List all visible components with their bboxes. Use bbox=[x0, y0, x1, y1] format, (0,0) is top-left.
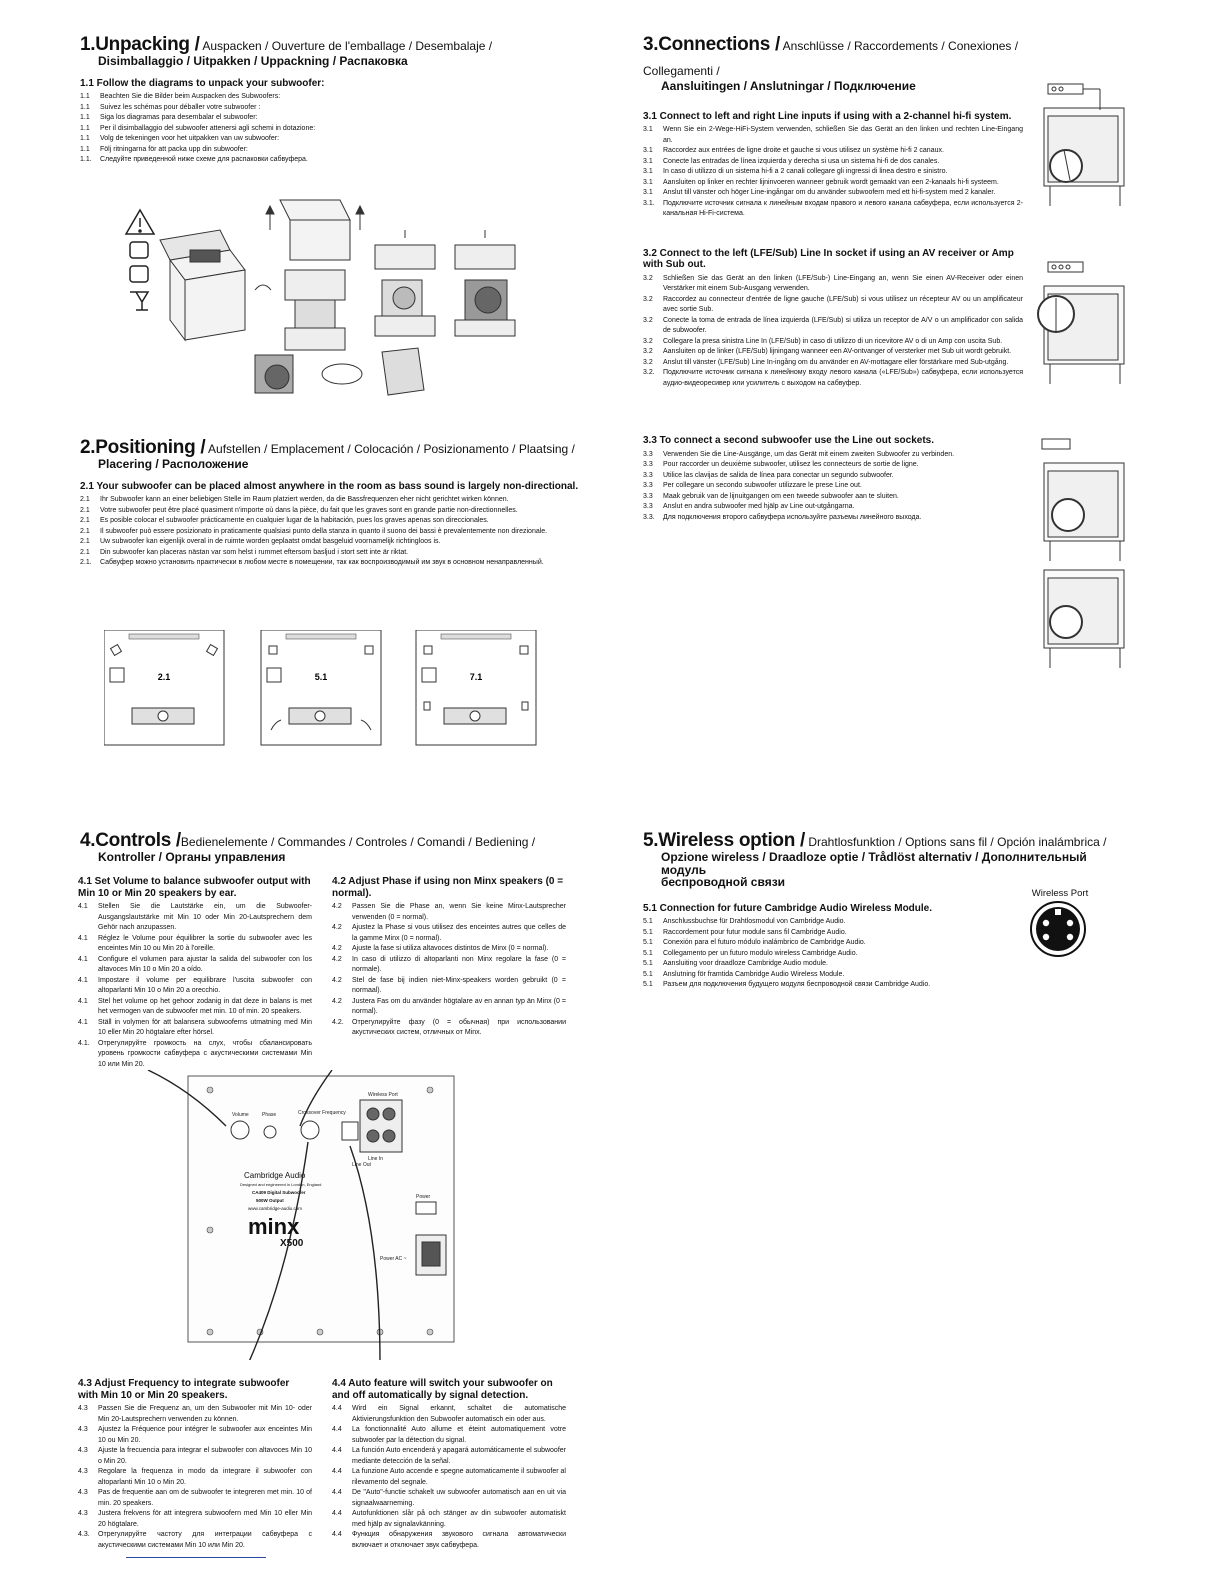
translation-line bbox=[643, 368, 1023, 389]
line-text: Configure el volumen para ajustar la salida del subwoofer con los altavoces Min 10 o Min 20 a oído. bbox=[98, 955, 312, 973]
line-text: Pas de frequentie aan om de subwoofer te integreren met min. 10 of min. 20 speakers. bbox=[98, 1489, 312, 1507]
line-number: 4.4 bbox=[332, 1489, 342, 1496]
line-number: 4.1 bbox=[78, 976, 88, 984]
package-contents bbox=[255, 348, 424, 395]
line-number: 4.4 bbox=[332, 1447, 342, 1454]
section-5-title: 5.Wireless option / Drahtlosfunktion / Options sans fil / Opción inalámbrica / Opzione wireless / Draadloze optie / Trådlöst alternativ / Дополнительный модуль беспроводной связи bbox=[643, 830, 1107, 890]
translation-line bbox=[80, 548, 580, 559]
line-text: Anslut till vänster och höger Line-ingångar om du använder subwoofern med ett hi-fi-system med 2 kanaler. bbox=[663, 189, 996, 197]
translation-line bbox=[78, 1018, 312, 1039]
line-text: Verwenden Sie die Line-Ausgänge, um das Gerät mit einem zweiten Subwoofer zu verbinden. bbox=[663, 450, 955, 458]
line-text: Collegare la presa sinistra Line In (LFE/Sub) in caso di utilizzo di un ricevitore AV o di un Amp con uscita Sub. bbox=[663, 337, 1003, 345]
line-number: 2.1 bbox=[80, 548, 90, 556]
translation-line bbox=[78, 934, 312, 955]
line-number: 3.3 bbox=[643, 482, 653, 490]
line-text: Regolare la frequenza in modo da integrare il subwoofer con altoparlanti Min 10 o Min 20. bbox=[98, 1468, 312, 1486]
line-text: Подключите источник сигнала к линейным входам правого и левого канала сабвуфера, если используется 2-канальная Hi-Fi-система. bbox=[663, 199, 1023, 218]
line-text: Для подключения второго сабвуфера используйте разъемы линейного выхода. bbox=[663, 513, 922, 521]
subheading-3-1: 3.1 Connect to left and right Line inputs if using with a 2-channel hi-fi system. bbox=[643, 110, 1012, 122]
translation-line bbox=[78, 1425, 312, 1446]
line-text: Pour raccorder un deuxième subwoofer, utilisez les connecteurs de sortie de ligne. bbox=[663, 461, 919, 469]
line-text: Autofunktionen slår på och stänger av din subwoofer automatiskt med hjälp av signalavkänning. bbox=[352, 1510, 566, 1528]
translation-line bbox=[78, 955, 312, 976]
line-text: Uw subwoofer kan eigenlijk overal in de ruimte worden geplaatst omdat basgeluid voornamelijk richtingloos is. bbox=[100, 538, 441, 546]
translation-line bbox=[332, 1509, 566, 1530]
line-text: Passen Sie die Frequenz an, um den Subwoofer mit Min 10- oder Min 20-Lautsprechern verwenden zu können. bbox=[98, 1405, 312, 1423]
translation-list bbox=[78, 902, 312, 1070]
translation-line bbox=[78, 1488, 312, 1509]
line-text: De "Auto"-functie schakelt uw subwoofer automatisch aan en uit via signaalwaarneming. bbox=[352, 1489, 566, 1507]
line-text: Anslut en andra subwoofer med hjälp av Line out-utgångarna. bbox=[663, 503, 855, 511]
line-text: La función Auto encenderá y apagará automáticamente el subwoofer mediante detección de la señal. bbox=[352, 1447, 566, 1465]
translation-line bbox=[78, 1404, 312, 1425]
translation-line bbox=[332, 955, 566, 976]
line-number: 4.1 bbox=[78, 1018, 88, 1026]
line-number: 5.1 bbox=[643, 970, 653, 978]
section-positioning bbox=[80, 433, 580, 569]
line-text: Stel de fase bij indien niet-Minx-speakers worden gebruikt (0 = normaal). bbox=[352, 976, 566, 994]
line-number: 5.1 bbox=[643, 949, 653, 957]
room-layout-7-1 bbox=[416, 630, 536, 745]
model-label: X500 bbox=[280, 1238, 304, 1249]
translation-line bbox=[80, 516, 580, 527]
line-text: Il subwoofer può essere posizionato in praticamente qualsiasi punto della stanza in quanto il suono dei bassi è prevalentemente non direzionale. bbox=[100, 527, 548, 535]
translation-line bbox=[78, 1446, 312, 1467]
translation-list bbox=[332, 1404, 566, 1551]
translation-line bbox=[332, 1404, 566, 1425]
controls-4-3 bbox=[78, 1372, 312, 1551]
line-number: 3.2 bbox=[643, 358, 653, 366]
room-layout-2-1 bbox=[104, 630, 224, 745]
line-text: Raccordement pour futur module sans fil Cambridge Audio. bbox=[663, 928, 847, 936]
line-in-label: Line In bbox=[368, 1156, 384, 1162]
line-number: 4.1. bbox=[78, 1039, 90, 1047]
line-number: 2.1 bbox=[80, 538, 90, 546]
layout-label: 5.1 bbox=[314, 672, 328, 682]
line-text: Conecte las entradas de línea izquierda y derecha si usa un sistema hi-fi de dos canales. bbox=[663, 157, 940, 165]
line-text: Conexión para el futuro módulo inalámbrico de Cambridge Audio. bbox=[663, 939, 866, 947]
line-number: 1.1 bbox=[80, 135, 90, 143]
section-1-title: 1.Unpacking / Auspacken / Ouverture de l'emballage / Desembalaje / Disimballaggio / Uitpakken / Uppackning / Распаковка bbox=[80, 34, 493, 69]
translation-line bbox=[643, 167, 1023, 178]
line-text: Aansluiten op linker en rechter lijninvoeren wanneer gebruik wordt gemaakt van een 2-kanaals hi-fi systeem. bbox=[663, 178, 999, 186]
line-text: Aansluiting voor draadloze Cambridge Audio module. bbox=[663, 960, 828, 968]
translation-line bbox=[332, 997, 566, 1018]
line-number: 2.1 bbox=[80, 517, 90, 525]
line-number: 5.1 bbox=[643, 928, 653, 936]
line-text: Es posible colocar el subwoofer prácticamente en cualquier lugar de la habitación, pues los graves apenas son direccionales. bbox=[100, 517, 489, 525]
line-number: 4.2 bbox=[332, 997, 342, 1005]
line-number: 4.3 bbox=[78, 1489, 88, 1496]
line-text: Volg de tekeningen voor het uitpakken van uw subwoofer: bbox=[100, 135, 280, 143]
line-text: Votre subwoofer peut être placé quasiment n'importe où dans la pièce, du fait que les graves sont en grande partie non-directionnelles. bbox=[100, 506, 518, 514]
translation-line bbox=[78, 1467, 312, 1488]
translation-line bbox=[78, 976, 312, 997]
translation-line bbox=[80, 537, 580, 548]
line-number: 1.1 bbox=[80, 145, 90, 153]
controls-4-1 bbox=[78, 870, 312, 1070]
translation-line bbox=[80, 145, 600, 156]
translation-line bbox=[332, 1018, 566, 1039]
line-number: 3.1 bbox=[643, 147, 653, 155]
line-number: 4.2 bbox=[332, 955, 342, 963]
translation-line bbox=[78, 902, 312, 934]
translation-list bbox=[78, 1404, 312, 1551]
translation-line bbox=[643, 450, 1023, 461]
line-text: Collegamento per un futuro modulo wireless Cambridge Audio. bbox=[663, 949, 858, 957]
line-text: Utilice las clavijas de salida de línea para conectar un segundo subwoofer. bbox=[663, 471, 894, 479]
translation-line bbox=[332, 902, 566, 923]
line-text: Ajuste la fase si utiliza altavoces distintos de Minx (0 = normal). bbox=[352, 945, 549, 952]
open-box bbox=[160, 230, 245, 340]
translation-line bbox=[332, 944, 566, 955]
subwoofer-rear-1 bbox=[1044, 84, 1124, 206]
line-number: 2.1 bbox=[80, 496, 90, 504]
translation-line bbox=[643, 337, 1023, 348]
line-text: Anslutning för framtida Cambridge Audio Wireless Module. bbox=[663, 970, 845, 978]
brand-label: Cambridge Audio bbox=[244, 1171, 306, 1180]
line-text: Anschlussbuchse für Drahtlosmodul von Cambridge Audio. bbox=[663, 918, 846, 926]
line-number: 1.1 bbox=[80, 93, 90, 101]
translation-line bbox=[643, 492, 1023, 503]
line-text: Maak gebruik van de lijnuitgangen om een tweede subwoofer aan te sluiten. bbox=[663, 492, 899, 500]
line-text: Passen Sie die Phase an, wenn Sie keine Minx-Lautsprecher verwenden (0 = normal). bbox=[352, 903, 566, 921]
translation-line bbox=[643, 146, 1023, 157]
translation-line bbox=[80, 495, 580, 506]
line-text: Réglez le Volume pour équilibrer la sortie du subwoofer avec les enceintes Min 10 ou Min 20 à l'oreille. bbox=[98, 934, 312, 952]
line-number: 3.2. bbox=[643, 369, 655, 377]
line-number: 4.3 bbox=[78, 1426, 88, 1433]
line-number: 5.1 bbox=[643, 918, 653, 926]
line-number: 3.3 bbox=[643, 461, 653, 469]
line-number: 4.3 bbox=[78, 1447, 88, 1454]
translation-line bbox=[332, 1530, 566, 1551]
translation-line bbox=[80, 92, 600, 103]
line-text: In caso di utilizzo di un sistema hi-fi a 2 canali collegare gli ingressi di linea destro e sinistro. bbox=[663, 168, 948, 176]
subwoofer-rear-2 bbox=[1038, 262, 1124, 384]
line-text: La fonctionnalité Auto allume et éteint automatiquement votre subwoofer par la détection du signal. bbox=[352, 1426, 566, 1444]
line-number: 4.2 bbox=[332, 924, 342, 931]
line-number: 4.4 bbox=[332, 1510, 342, 1517]
line-text: In caso di utilizzo di altoparlanti non Minx regolare la fase (0 = normale). bbox=[352, 955, 566, 973]
translation-line bbox=[78, 1530, 312, 1551]
translation-line bbox=[643, 513, 1023, 524]
translation-line bbox=[80, 113, 600, 124]
line-text: Следуйте приведенной ниже схеме для распаковки сабвуфера. bbox=[100, 156, 308, 164]
line-number: 5.1 bbox=[643, 981, 653, 989]
wireless-port-figure bbox=[1028, 888, 1092, 959]
controls-4-4 bbox=[332, 1372, 566, 1551]
translation-list bbox=[643, 125, 1023, 220]
power-ac-label: Power AC ~ bbox=[380, 1256, 407, 1262]
subheading-4-3: 4.3 Adjust Frequency to integrate subwoofer with Min 10 or Min 20 speakers. bbox=[78, 1378, 290, 1401]
translation-line bbox=[80, 134, 600, 145]
line-text: Отрегулируйте фазу (0 = обычная) при использовании акустических систем, отличных от Minx. bbox=[352, 1018, 566, 1036]
phase-switch bbox=[264, 1126, 276, 1138]
translation-line bbox=[643, 188, 1023, 199]
line-number: 4.4 bbox=[332, 1405, 342, 1412]
line-number: 4.3 bbox=[78, 1510, 88, 1517]
translation-line bbox=[332, 1425, 566, 1446]
line-number: 3.1 bbox=[643, 168, 653, 176]
power-label: Power bbox=[416, 1194, 431, 1200]
line-text: Impostare il volume per equilibrare l'uscita subwoofer con altoparlanti Min 10 o Min 20 a orecchio. bbox=[98, 976, 312, 994]
line-number: 4.3. bbox=[78, 1531, 90, 1538]
line-text: Justera frekvens för att integrera subwoofern med Min 10 eller Min 20 högtalare. bbox=[98, 1510, 312, 1528]
subheading-4-1: 4.1 Set Volume to balance subwoofer output with Min 10 or Min 20 speakers by ear. bbox=[78, 876, 311, 899]
line-text: Raccordez au connecteur d'entrée de ligne gauche (LFE/Sub) si vous utilisez un récepteur AV ou un amplificateur avec sortie Sub. bbox=[663, 295, 1023, 314]
line-text: Per il disimballaggio del subwoofer attenersi agli schemi in dotazione: bbox=[100, 124, 316, 132]
room-layouts bbox=[104, 630, 564, 750]
line-text: Aansluiten op de linker (LFE/Sub) lijningang wanneer een AV-ontvanger of versterker met Sub uit wordt gebruikt. bbox=[663, 348, 1012, 356]
translation-line bbox=[643, 274, 1023, 295]
line-number: 5.1 bbox=[643, 939, 653, 947]
translation-line bbox=[643, 125, 1023, 146]
subheading-5-1: 5.1 Connection for future Cambridge Audio Wireless Module. bbox=[643, 902, 933, 914]
line-number: 1.1 bbox=[80, 114, 90, 122]
unpacking-diagram bbox=[120, 190, 560, 400]
translation-line bbox=[643, 316, 1023, 337]
line-text: Anslut till vänster (LFE/Sub) Line In-ingång om du använder en AV-mottagare eller förstärkare med Sub-utgång. bbox=[663, 358, 1009, 366]
translation-line bbox=[332, 1446, 566, 1467]
line-number: 1.1 bbox=[80, 124, 90, 132]
volume-label: Volume bbox=[232, 1112, 249, 1118]
tagline: Designed and engineered in London, England bbox=[240, 1182, 322, 1187]
footer-rule bbox=[126, 1557, 266, 1558]
auto-switch bbox=[342, 1122, 358, 1140]
translation-list bbox=[643, 274, 1023, 390]
line-number: 3.3 bbox=[643, 471, 653, 479]
lift-icon bbox=[130, 266, 148, 282]
section-controls bbox=[80, 826, 580, 864]
line-out-label: Line Out bbox=[352, 1162, 371, 1168]
translation-line bbox=[78, 1039, 312, 1071]
translation-line bbox=[80, 506, 580, 517]
line-number: 1.1 bbox=[80, 103, 90, 111]
line-number: 3.2 bbox=[643, 337, 653, 345]
line-number: 2.1. bbox=[80, 559, 92, 567]
translation-line bbox=[643, 471, 1023, 482]
line-text: Suivez les schémas pour déballer votre subwoofer : bbox=[100, 103, 261, 111]
line-text: Функция обнаружения звукового сигнала автоматически включает и отключает звук сабвуфера. bbox=[352, 1531, 566, 1549]
line-text: Wenn Sie ein 2-Wege-HiFi-System verwenden, schließen Sie das Gerät an den linken und rechten Line-Eingang an. bbox=[663, 126, 1023, 144]
translation-list bbox=[643, 450, 1023, 524]
layout-label: 2.1 bbox=[157, 672, 171, 682]
wireless-port-caption: Wireless Port bbox=[1031, 888, 1089, 899]
section-connections bbox=[643, 30, 1023, 523]
subwoofer-rear-4 bbox=[1044, 570, 1124, 668]
layout-label: 7.1 bbox=[469, 672, 483, 682]
subwoofer-rear-3 bbox=[1042, 439, 1124, 561]
translation-line bbox=[80, 124, 600, 135]
line-number: 3.2 bbox=[643, 274, 653, 282]
line-number: 3.1. bbox=[643, 199, 655, 207]
line-text: Beachten Sie die Bilder beim Auspacken des Subwoofers: bbox=[100, 93, 281, 101]
line-text: Conecte la toma de entrada de línea izquierda (LFE/Sub) si utiliza un receptor de A/V o un amplificador con salida de subwoofer. bbox=[663, 316, 1023, 335]
section-unpacking bbox=[80, 30, 600, 166]
line-text: Din subwoofer kan placeras nästan var som helst i rummet eftersom basljud i stort sett inte är riktat. bbox=[100, 548, 409, 556]
line-number: 4.2. bbox=[332, 1018, 344, 1026]
translation-line bbox=[643, 199, 1023, 220]
translation-line bbox=[643, 358, 1023, 369]
translation-line bbox=[643, 460, 1023, 471]
line-number: 3.3. bbox=[643, 513, 655, 521]
weight-icon bbox=[130, 242, 148, 258]
translation-line bbox=[643, 502, 1023, 513]
line-number: 4.4 bbox=[332, 1468, 342, 1475]
line-text: Ställ in volymen för att balansera subwooferns utmatning med Min 10 eller Min 20 högtalare efter hörsel. bbox=[98, 1018, 312, 1036]
model-line: CA409 Digital Subwoofer bbox=[252, 1190, 306, 1195]
line-text: Ajustez la Fréquence pour intégrer le subwoofer aux enceintes Min 10 ou Min 20. bbox=[98, 1426, 312, 1444]
line-text: Stel het volume op het gehoor zodanig in dat deze in balans is met het vermogen van de subwoofer met min. 10 of min. 20 speakers. bbox=[98, 997, 312, 1015]
line-text: Ajustez la Phase si vous utilisez des enceintes autres que celles de la gamme Minx (0 = normal). bbox=[352, 924, 566, 942]
translation-line bbox=[80, 558, 580, 569]
line-number: 3.2 bbox=[643, 295, 653, 303]
line-text: Сабвуфер можно установить практически в любом месте в помещении, так как воспроизводимый им звук в основном ненаправленный. bbox=[100, 559, 544, 567]
translation-line bbox=[643, 347, 1023, 358]
section-2-title: 2.Positioning / Aufstellen / Emplacement / Colocación / Posizionamento / Plaatsing / Placering / Расположение bbox=[80, 437, 575, 472]
line-number: 4.1 bbox=[78, 955, 88, 963]
line-number: 3.3 bbox=[643, 450, 653, 458]
volume-knob bbox=[231, 1121, 249, 1139]
line-number: 3.3 bbox=[643, 492, 653, 500]
subheading-4-4: 4.4 Auto feature will switch your subwoofer on and off automatically by signal detection. bbox=[332, 1378, 553, 1401]
line-text: Stellen Sie die Lautstärke ein, um die Subwoofer-Ausgangslautstärke mit Min 10 oder Min 20-Lautsprechern dem Gehör nach anzupassen. bbox=[98, 903, 312, 931]
line-text: Разъем для подключения будущего модуля беспроводной связи Cambridge Audio. bbox=[663, 981, 931, 989]
line-number: 4.2 bbox=[332, 945, 342, 952]
output-label: 500W Output bbox=[256, 1198, 284, 1203]
subheading-2-1: 2.1 Your subwoofer can be placed almost anywhere in the room as bass sound is largely non-directional. bbox=[80, 480, 579, 492]
section-4-title: 4.Controls /Bedienelemente / Commandes / Controles / Comandi / Bediening / Kontroller / Органы управления bbox=[80, 830, 536, 865]
controls-4-2 bbox=[332, 870, 566, 1039]
line-number: 2.1 bbox=[80, 527, 90, 535]
translation-line bbox=[80, 103, 600, 114]
line-number: 2.1 bbox=[80, 506, 90, 514]
translation-line bbox=[643, 481, 1023, 492]
line-number: 5.1 bbox=[643, 960, 653, 968]
line-number: 3.1 bbox=[643, 126, 653, 134]
translation-line bbox=[80, 527, 580, 538]
url-label: www.cambridge-audio.com bbox=[248, 1206, 303, 1211]
frequency-knob bbox=[301, 1121, 319, 1139]
section-3-title: 3.Connections / Anschlüsse / Raccordements / Conexiones / Collegamenti / Aansluitingen / Anslutningar / Подключение bbox=[643, 34, 1019, 94]
line-number: 3.2 bbox=[643, 316, 653, 324]
subheading-4-2: 4.2 Adjust Phase if using non Minx speakers (0 = normal). bbox=[332, 876, 564, 899]
line-number: 4.3 bbox=[78, 1468, 88, 1475]
connection-diagrams bbox=[1030, 80, 1130, 680]
room-layout-5-1 bbox=[261, 630, 381, 745]
line-text: Siga los diagramas para desembalar el subwoofer: bbox=[100, 114, 258, 122]
glass-icon bbox=[130, 292, 148, 310]
line-number: 4.1 bbox=[78, 934, 88, 942]
line-number: 3.1 bbox=[643, 157, 653, 165]
line-text: Ihr Subwoofer kann an einer beliebigen Stelle im Raum platziert werden, da die Bassfrequenzen eher nicht gerichtet wirken können. bbox=[100, 496, 509, 504]
line-text: Justera Fas om du använder högtalare av en annan typ än Minx (0 = normal). bbox=[352, 997, 566, 1015]
line-number: 3.3 bbox=[643, 503, 653, 511]
phase-label: Phase bbox=[262, 1112, 277, 1118]
line-text: Ajuste la frecuencia para integrar el subwoofer con altavoces Min 10 o Min 20. bbox=[98, 1447, 312, 1465]
line-text: La funzione Auto accende e spegne automaticamente il subwoofer al rilevamento del segnale. bbox=[352, 1468, 566, 1486]
translation-list bbox=[80, 495, 580, 569]
line-text: Отрегулируйте частоту для интеграции сабвуфера с акустическими системами Min 10 или Min 20. bbox=[98, 1531, 312, 1549]
line-text: Отрегулируйте громкость на слух, чтобы сбалансировать уровень громкости сабвуфера с акустическими системами Min 10 или Min 20. bbox=[98, 1039, 312, 1068]
line-text: Schließen Sie das Gerät an den linken (LFE/Sub-) Line-Eingang an, wenn Sie einen AV-Receiver oder einen Verstärker mit einem Sub-Ausgang verwenden. bbox=[663, 274, 1023, 293]
line-number: 4.1 bbox=[78, 903, 88, 910]
wireless-port-label: Wireless Port bbox=[368, 1092, 398, 1098]
translation-line bbox=[78, 997, 312, 1018]
translation-line bbox=[643, 970, 1113, 981]
line-text: Per collegare un secondo subwoofer utilizzare le prese Line out. bbox=[663, 482, 862, 490]
line-number: 3.1 bbox=[643, 178, 653, 186]
minx-logo: minx bbox=[248, 1214, 300, 1239]
line-number: 3.2 bbox=[643, 348, 653, 356]
translation-list bbox=[332, 902, 566, 1039]
line-text: Följ ritningarna för att packa upp din subwoofer: bbox=[100, 145, 248, 153]
line-text: Wird ein Signal erkannt, schaltet die automatische Aktivierungsfunktion den Subwoofer automatisch ein oder aus. bbox=[352, 1405, 566, 1423]
line-number: 4.4 bbox=[332, 1426, 342, 1433]
crossover-label: Crossover Frequency bbox=[298, 1110, 346, 1116]
warning-icons bbox=[126, 210, 154, 310]
line-text: Подключите источник сигнала к линейному входу левого канала («LFE/Sub») сабвуфера, если используется аудио-видеоресивер или усилитель с выходом на сабвуфер. bbox=[663, 369, 1023, 387]
power-switch bbox=[416, 1202, 436, 1214]
translation-line bbox=[332, 1488, 566, 1509]
line-number: 3.1 bbox=[643, 189, 653, 197]
line-text: Raccordez aux entrées de ligne droite et gauche si vous utilisez un système hi-fi 2 canaux. bbox=[663, 147, 944, 155]
translation-line bbox=[643, 178, 1023, 189]
translation-line bbox=[643, 157, 1023, 168]
subheading-1-1: 1.1 Follow the diagrams to unpack your subwoofer: bbox=[80, 77, 325, 89]
translation-list bbox=[80, 92, 600, 166]
translation-line bbox=[332, 1467, 566, 1488]
subheading-3-3: 3.3 To connect a second subwoofer use the Line out sockets. bbox=[643, 435, 934, 447]
line-number: 4.4 bbox=[332, 1531, 342, 1538]
line-number: 4.2 bbox=[332, 903, 342, 910]
rear-panel-diagram bbox=[130, 1070, 480, 1360]
translation-line bbox=[643, 980, 1113, 991]
line-number: 1.1. bbox=[80, 156, 92, 164]
line-number: 4.1 bbox=[78, 997, 88, 1005]
translation-line bbox=[332, 923, 566, 944]
translation-line bbox=[643, 295, 1023, 316]
line-number: 4.2 bbox=[332, 976, 342, 984]
translation-line bbox=[332, 976, 566, 997]
translation-line bbox=[80, 155, 600, 166]
wireless-port-icon bbox=[1028, 899, 1088, 959]
translation-line bbox=[643, 959, 1113, 970]
subheading-3-2: 3.2 Connect to the left (LFE/Sub) Line In socket if using an AV receiver or Amp with Sub out. bbox=[643, 247, 1014, 271]
line-number: 4.3 bbox=[78, 1405, 88, 1412]
line-io-block bbox=[360, 1100, 402, 1152]
translation-line bbox=[78, 1509, 312, 1530]
